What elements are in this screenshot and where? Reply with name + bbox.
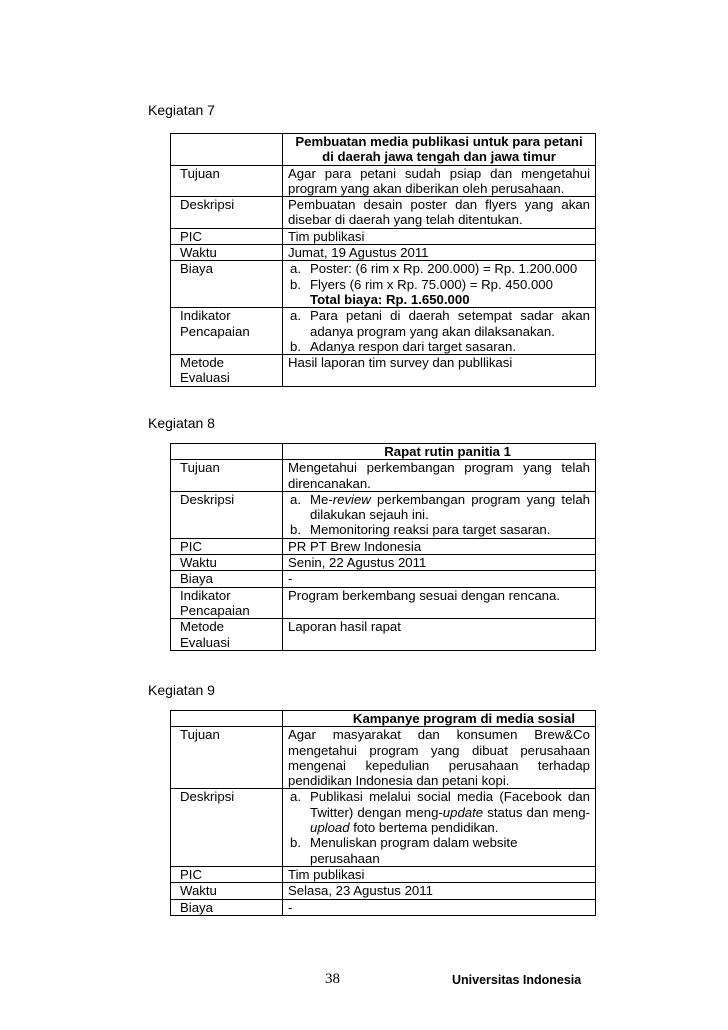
row-label: Tujuan (171, 165, 283, 197)
list-marker: a. (290, 261, 301, 277)
list-marker: a. (290, 491, 301, 507)
list-item-text: Me- (310, 491, 333, 507)
table-kegiatan-7 (170, 133, 596, 387)
biaya-value: - (283, 571, 596, 587)
table-row-indikator (171, 587, 596, 619)
table-row-indikator (171, 308, 596, 355)
table-row-title (171, 711, 596, 727)
row-label: Biaya (171, 571, 283, 587)
waktu-value: Jumat, 19 Agustus 2011 (283, 245, 596, 261)
deskripsi-value: Pembuatan desain poster dan flyers yang akan disebar di daerah yang telah ditentukan. (283, 197, 596, 229)
list-item (288, 789, 590, 835)
row-label: Biaya (171, 899, 283, 915)
row-label: PIC (171, 228, 283, 244)
list-item (288, 339, 590, 354)
table-row-tujuan (171, 165, 596, 197)
pic-value: Tim publikasi (283, 866, 596, 882)
list-item-emphasis: upload (310, 820, 350, 836)
heading-kegiatan-7: Kegiatan 7 (148, 102, 215, 118)
indikator-list (288, 308, 590, 354)
table-row-biaya (171, 261, 596, 308)
list-item-text: Para petani di daerah setempat sadar akan adanya program yang akan dilaksanakan. (310, 308, 590, 339)
indikator-value (283, 308, 596, 355)
list-item-text: perkembangan program yang telah dilakukan sejauh ini. (310, 491, 590, 523)
activity-title: Pembuatan media publikasi untuk para petani di daerah jawa tengah dan jawa timur (283, 134, 596, 166)
page-number: 38 (325, 971, 340, 987)
row-label: Tujuan (171, 460, 283, 492)
empty-cell (171, 134, 283, 166)
table-kegiatan-9 (170, 710, 596, 916)
total-biaya: Total biaya: Rp. 1.650.000 (310, 291, 470, 307)
waktu-value: Senin, 22 Agustus 2011 (283, 555, 596, 571)
row-label: Indikator Pencapaian (171, 587, 283, 619)
list-item (288, 492, 590, 523)
indikator-value: Program berkembang sesuai dengan rencana. (283, 587, 596, 619)
list-item (288, 835, 590, 866)
list-marker: b. (290, 835, 301, 851)
table-row-title (171, 134, 596, 166)
table-row-deskripsi (171, 197, 596, 229)
row-label: Waktu (171, 883, 283, 899)
row-label: Deskripsi (171, 789, 283, 866)
table-row-biaya (171, 571, 596, 587)
list-item-text: Menuliskan program dalam website perusahaan (310, 835, 518, 866)
pic-value: Tim publikasi (283, 228, 596, 244)
row-label: PIC (171, 538, 283, 554)
table-row-title (171, 444, 596, 460)
row-label: Metode Evaluasi (171, 619, 283, 651)
row-label: Waktu (171, 555, 283, 571)
list-item-emphasis: update (442, 804, 484, 820)
tujuan-value: Mengetahui perkembangan program yang telah direncanakan. (283, 460, 596, 492)
table-row-pic (171, 228, 596, 244)
table-row-waktu (171, 883, 596, 899)
list-marker: b. (290, 338, 301, 354)
biaya-value: - (283, 899, 596, 915)
table-row-tujuan (171, 460, 596, 492)
deskripsi-value (283, 789, 596, 866)
activity-title: Kampanye program di media sosial (283, 711, 596, 727)
deskripsi-list (288, 492, 590, 538)
table-row-deskripsi (171, 789, 596, 866)
deskripsi-list (288, 789, 590, 865)
table-row-pic (171, 866, 596, 882)
row-label: Deskripsi (171, 197, 283, 229)
list-item-text: Adanya respon dari target sasaran. (310, 338, 516, 354)
list-item (288, 308, 590, 339)
biaya-value (283, 261, 596, 308)
row-label: PIC (171, 866, 283, 882)
table-row-deskripsi (171, 491, 596, 538)
activity-title: Rapat rutin panitia 1 (283, 444, 596, 460)
deskripsi-value (283, 491, 596, 538)
list-item (288, 261, 590, 276)
heading-kegiatan-8: Kegiatan 8 (148, 415, 215, 431)
list-marker: a. (290, 789, 301, 805)
list-item-emphasis: review (332, 491, 371, 507)
list-item-text: status dan meng- (483, 804, 590, 820)
row-label: Waktu (171, 245, 283, 261)
tujuan-value: Agar masyarakat dan konsumen Brew&Co mengetahui program yang dibuat perusahaan mengenai kepedulian perusahaan terhadap pendidikan Indonesia dan petani kopi. (283, 727, 596, 789)
row-label: Metode Evaluasi (171, 355, 283, 387)
table-kegiatan-8 (170, 443, 596, 651)
tujuan-value: Agar para petani sudah psiap dan mengetahui program yang akan diberikan oleh perusahaan. (283, 165, 596, 197)
pic-value: PR PT Brew Indonesia (283, 538, 596, 554)
list-item-text: Poster: (6 rim x Rp. 200.000) = Rp. 1.200.000 (310, 261, 578, 277)
empty-cell (171, 444, 283, 460)
list-item-text: Memonitoring reaksi para target sasaran. (310, 522, 551, 538)
list-item-text: Flyers (6 rim x Rp. 75.000) = Rp. 450.000 (310, 276, 553, 292)
table-row-metode (171, 355, 596, 387)
table-row-metode (171, 619, 596, 651)
row-label: Tujuan (171, 727, 283, 789)
table-row-tujuan (171, 727, 596, 789)
table-row-biaya (171, 899, 596, 915)
row-label: Indikator Pencapaian (171, 308, 283, 355)
list-item-text: foto bertema pendidikan. (349, 820, 499, 836)
list-item (288, 522, 590, 537)
list-marker: b. (290, 276, 301, 292)
waktu-value: Selasa, 23 Agustus 2011 (283, 883, 596, 899)
row-label: Biaya (171, 261, 283, 308)
list-item (288, 277, 590, 308)
metode-value: Hasil laporan tim survey dan publlikasi (283, 355, 596, 387)
table-row-waktu (171, 555, 596, 571)
list-marker: a. (290, 308, 301, 324)
list-marker: b. (290, 522, 301, 538)
list-item-text: Publikasi melalui social media (Facebook dan Twitter) dengan meng- (310, 789, 590, 820)
row-label: Deskripsi (171, 491, 283, 538)
heading-kegiatan-9: Kegiatan 9 (148, 682, 215, 698)
metode-value: Laporan hasil rapat (283, 619, 596, 651)
table-row-waktu (171, 245, 596, 261)
biaya-list (288, 261, 590, 307)
university-name: Universitas Indonesia (452, 973, 582, 987)
table-row-pic (171, 538, 596, 554)
empty-cell (171, 711, 283, 727)
